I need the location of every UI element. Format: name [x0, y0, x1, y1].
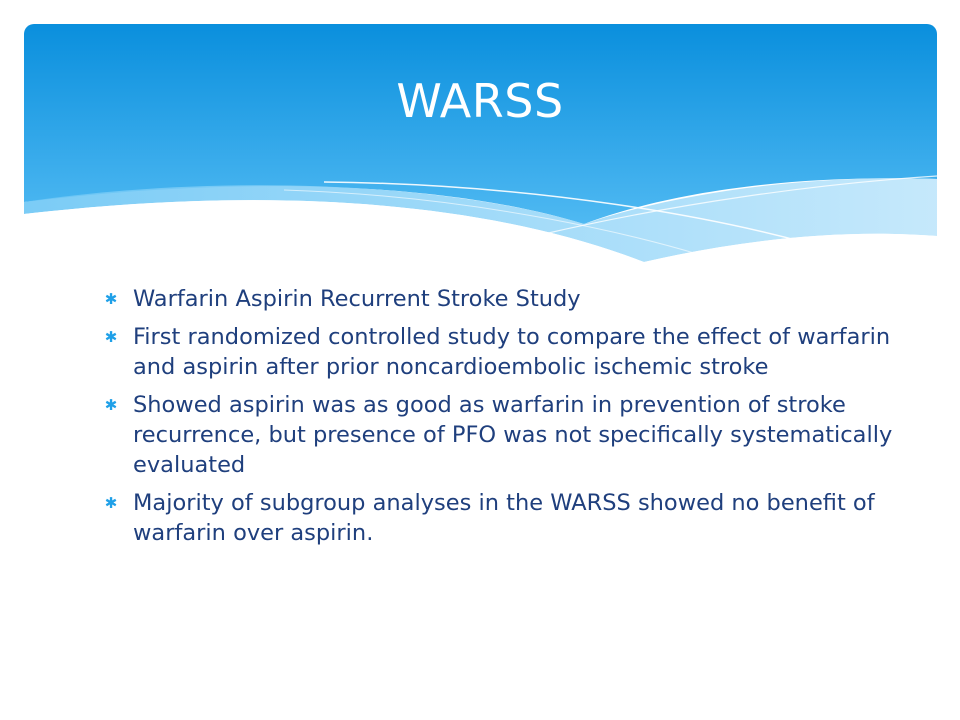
bullet-text: Majority of subgroup analyses in the WARSS showed no benefit of warfarin over aspirin. — [133, 490, 875, 546]
bullet-item — [101, 390, 901, 480]
bullet-item — [101, 322, 901, 382]
header-band — [24, 24, 937, 269]
asterisk-bullet-icon: ✱ — [104, 290, 118, 308]
header-wave-graphic — [24, 24, 937, 269]
slide-title: WARSS — [396, 74, 564, 128]
bullet-text: Warfarin Aspirin Recurrent Stroke Study — [133, 286, 581, 312]
bullet-text: First randomized controlled study to compare the effect of warfarin and aspirin after prior noncardioembolic ischemic stroke — [133, 324, 891, 380]
bullet-item — [101, 284, 901, 314]
asterisk-bullet-icon: ✱ — [104, 396, 118, 414]
bullet-list — [101, 284, 901, 556]
asterisk-bullet-icon: ✱ — [104, 328, 118, 346]
bullet-item — [101, 488, 901, 548]
bullet-text: Showed aspirin was as good as warfarin in prevention of stroke recurrence, but presence of PFO was not specifically systematically evaluated — [133, 392, 893, 478]
asterisk-bullet-icon: ✱ — [104, 494, 118, 512]
